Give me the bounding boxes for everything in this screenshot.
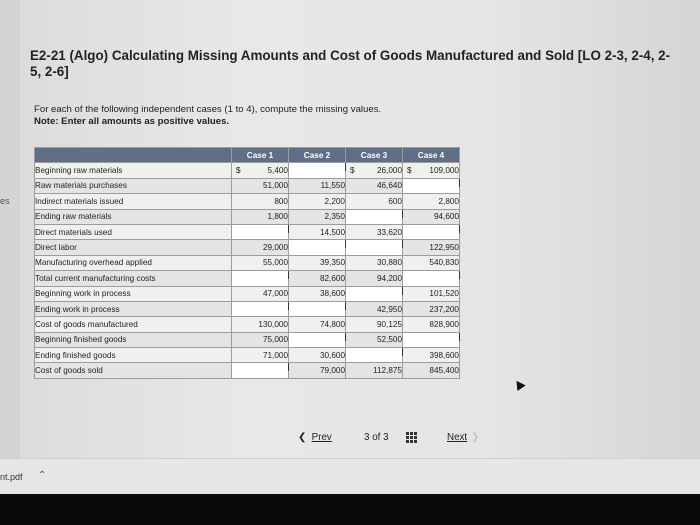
row-label: Cost of goods sold	[35, 363, 232, 378]
value-cell	[403, 163, 460, 178]
value-cell	[403, 194, 460, 209]
table-row	[35, 363, 460, 378]
next-button[interactable]	[447, 432, 479, 443]
cell-value: 2,200	[324, 196, 345, 206]
left-edge-panel	[0, 0, 20, 470]
table-row	[35, 240, 460, 255]
cell-value: 33,620	[376, 227, 402, 237]
answer-input[interactable]	[403, 224, 460, 239]
cell-value: 11,550	[320, 181, 345, 191]
cell-value: 1,800	[267, 212, 288, 222]
value-cell	[346, 317, 403, 332]
cell-value: 47,000	[262, 289, 288, 299]
table-row	[35, 163, 460, 178]
table-body	[35, 163, 460, 378]
value-cell	[232, 194, 289, 209]
cell-value: 112,875	[373, 366, 402, 376]
cell-value: 90,125	[376, 319, 402, 329]
chevron-right-icon: ❯	[471, 432, 480, 443]
cell-value: 109,000	[429, 166, 459, 176]
cell-value: 237,200	[429, 304, 459, 314]
cell-value: 30,600	[319, 350, 345, 360]
value-cell	[403, 317, 460, 332]
value-cell	[403, 255, 460, 270]
cell-value: 398,600	[429, 350, 459, 360]
cell-value: 30,880	[376, 258, 402, 268]
cell-value: 26,000	[376, 166, 402, 176]
value-cell	[289, 363, 346, 378]
cell-value: 600	[388, 196, 402, 206]
header-case-4: Case 4	[403, 148, 460, 163]
value-cell	[232, 332, 289, 347]
cell-value: 122,950	[429, 243, 459, 253]
table-row	[35, 209, 460, 224]
value-cell	[403, 286, 460, 301]
download-filename[interactable]: nt.pdf	[0, 472, 23, 482]
answer-input[interactable]	[232, 224, 289, 239]
table-row	[35, 348, 460, 363]
value-cell	[403, 240, 460, 255]
screen-bezel	[0, 494, 700, 525]
value-cell	[289, 194, 346, 209]
cell-value: 5,400	[267, 166, 288, 176]
cell-value: 101,520	[429, 289, 459, 299]
value-cell	[232, 240, 289, 255]
row-label: Beginning work in process	[35, 286, 232, 301]
answer-input[interactable]	[289, 240, 346, 255]
value-cell	[346, 224, 403, 239]
value-cell	[232, 317, 289, 332]
value-cell	[346, 255, 403, 270]
cell-value: 82,600	[319, 273, 345, 283]
value-cell	[232, 178, 289, 193]
cell-value: 94,600	[433, 212, 459, 222]
value-cell	[289, 317, 346, 332]
prev-label: Prev	[311, 432, 332, 443]
value-cell	[289, 348, 346, 363]
header-case-1: Case 1	[232, 148, 289, 163]
table-row	[35, 286, 460, 301]
dollar-sign: $	[407, 166, 412, 176]
row-label: Indirect materials issued	[35, 194, 232, 209]
answer-input[interactable]	[289, 332, 346, 347]
cell-value: 39,350	[319, 258, 345, 268]
cell-value: 71,000	[262, 350, 288, 360]
note-text: Note: Enter all amounts as positive values.	[34, 116, 230, 127]
value-cell	[403, 301, 460, 316]
value-cell	[346, 194, 403, 209]
table-row	[35, 255, 460, 270]
row-label: Total current manufacturing costs	[35, 271, 232, 286]
row-label: Beginning finished goods	[35, 332, 232, 347]
chevron-left-icon: ❮	[298, 432, 307, 443]
table-row	[35, 178, 460, 193]
table-header-blank	[35, 148, 232, 163]
table-row	[35, 224, 460, 239]
row-label: Cost of goods manufactured	[35, 317, 232, 332]
table-row	[35, 317, 460, 332]
answer-input[interactable]	[346, 348, 403, 363]
cell-value: 42,950	[376, 304, 402, 314]
cell-value: 800	[274, 196, 288, 206]
answer-input[interactable]	[346, 240, 403, 255]
dollar-sign: $	[236, 166, 241, 176]
cell-value: 51,000	[262, 181, 288, 191]
value-cell	[289, 286, 346, 301]
value-cell	[403, 348, 460, 363]
row-label: Raw materials purchases	[35, 178, 232, 193]
value-cell	[289, 255, 346, 270]
header-case-3: Case 3	[346, 148, 403, 163]
header-case-2: Case 2	[289, 148, 346, 163]
cases-table	[34, 147, 460, 379]
cell-value: 38,600	[319, 289, 345, 299]
table-row	[35, 332, 460, 347]
value-cell	[346, 363, 403, 378]
value-cell	[346, 301, 403, 316]
cell-value: 52,500	[376, 335, 402, 345]
cell-value: 79,000	[319, 366, 345, 376]
value-cell	[289, 224, 346, 239]
cell-value: 828,900	[429, 319, 459, 329]
value-cell	[289, 271, 346, 286]
value-cell	[289, 178, 346, 193]
cell-value: 55,000	[262, 258, 288, 268]
mouse-cursor-icon	[512, 378, 525, 391]
value-cell	[403, 363, 460, 378]
value-cell	[346, 163, 403, 178]
row-label: Beginning raw materials	[35, 163, 232, 178]
row-label: Ending finished goods	[35, 348, 232, 363]
cell-value: 2,800	[438, 196, 459, 206]
cell-value: 130,000	[258, 319, 288, 329]
left-edge-label: es	[0, 196, 10, 206]
row-label: Direct materials used	[35, 224, 232, 239]
value-cell	[346, 271, 403, 286]
dollar-sign: $	[350, 166, 355, 176]
row-label: Ending work in process	[35, 301, 232, 316]
chevron-up-icon[interactable]: ⌃	[38, 470, 47, 481]
answer-input[interactable]	[403, 178, 460, 193]
value-cell	[289, 209, 346, 224]
value-cell	[232, 163, 289, 178]
next-label: Next	[447, 432, 468, 443]
answer-input[interactable]	[403, 332, 460, 347]
table-row	[35, 271, 460, 286]
page-title: E2-21 (Algo) Calculating Missing Amounts and Cost of Goods Manufactured and Sold [LO 2-3, 2-4, 2-5, 2-6]	[30, 48, 671, 79]
value-cell	[232, 348, 289, 363]
value-cell	[232, 286, 289, 301]
row-label: Manufacturing overhead applied	[35, 255, 232, 270]
instruction-text: For each of the following independent cases (1 to 4), compute the missing values.	[34, 104, 382, 115]
answer-input[interactable]	[346, 209, 403, 224]
cell-value: 75,000	[262, 335, 288, 345]
answer-input[interactable]	[289, 301, 346, 316]
answer-input[interactable]	[403, 271, 460, 286]
cell-value: 14,500	[319, 227, 345, 237]
answer-input[interactable]	[289, 163, 346, 178]
row-label: Direct labor	[35, 240, 232, 255]
table-row	[35, 194, 460, 209]
cell-value: 2,350	[324, 212, 345, 222]
cell-value: 845,400	[429, 366, 459, 376]
answer-input[interactable]	[346, 286, 403, 301]
answer-input[interactable]	[232, 301, 289, 316]
cell-value: 540,830	[429, 258, 459, 268]
grid-icon[interactable]	[406, 432, 417, 443]
download-bar	[0, 458, 700, 495]
cell-value: 94,200	[376, 273, 402, 283]
answer-input[interactable]	[232, 363, 289, 378]
prev-button[interactable]	[298, 432, 332, 443]
value-cell	[346, 178, 403, 193]
cell-value: 74,800	[319, 319, 345, 329]
value-cell	[232, 209, 289, 224]
value-cell	[346, 332, 403, 347]
row-label: Ending raw materials	[35, 209, 232, 224]
answer-input[interactable]	[232, 271, 289, 286]
value-cell	[232, 255, 289, 270]
cell-value: 29,000	[262, 243, 288, 253]
page-indicator: 3 of 3	[364, 432, 389, 443]
value-cell	[403, 209, 460, 224]
cell-value: 46,640	[376, 181, 402, 191]
table-row	[35, 301, 460, 316]
